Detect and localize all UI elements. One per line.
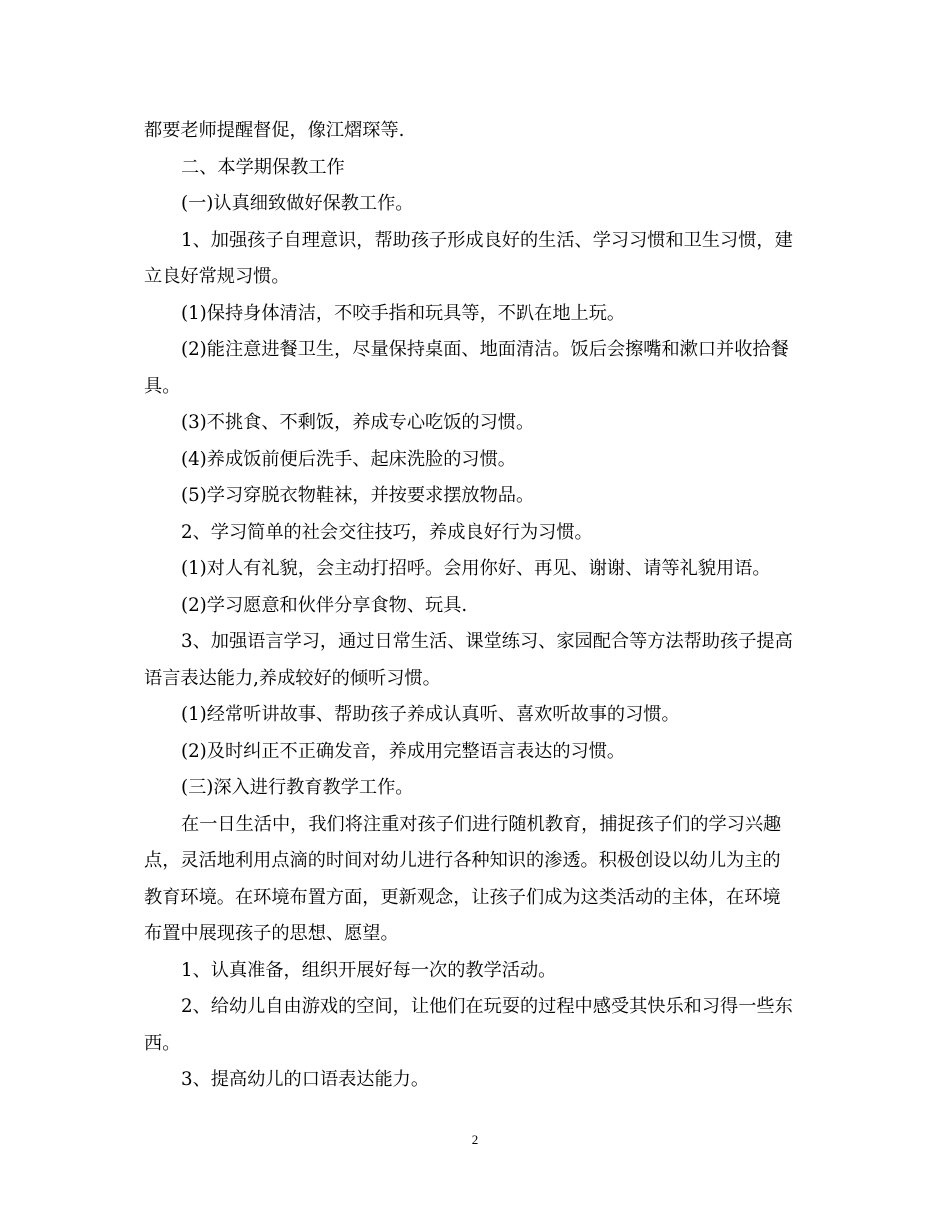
text-line: 教育环境。在环境布置方面，更新观念，让孩子们成为这类活动的主体，在环境 [144, 886, 781, 908]
text-line: (1)保持身体清洁，不咬手指和玩具等，不趴在地上玩。 [181, 302, 626, 324]
text-line: 立良好常规习惯。 [144, 266, 290, 287]
text-line: 1、加强孩子自理意识，帮助孩子形成良好的生活、学习习惯和卫生习惯，建 [181, 229, 793, 251]
text-line: (1)经常听讲故事、帮助孩子养成认真听、喜欢听故事的习惯。 [181, 704, 680, 725]
text-line: 2、给幼儿自由游戏的空间，让他们在玩耍的过程中感受其快乐和习得一些东 [181, 996, 793, 1017]
text-line: (5)学习穿脱衣物鞋袜，并按要求摆放物品。 [181, 485, 535, 506]
text-line: 都要老师提醒督促，像江熠琛等. [144, 120, 405, 141]
text-line: 二、本学期保教工作 [181, 156, 345, 178]
text-line: (4)养成饭前便后洗手、起床洗脸的习惯。 [181, 448, 516, 470]
text-line: 1、认真准备，组织开展好每一次的教学活动。 [181, 959, 557, 981]
text-line: 西。 [144, 1032, 181, 1054]
text-line: (2)能注意进餐卫生，尽量保持桌面、地面清洁。饭后会擦嘴和漱口并收拾餐 [181, 339, 789, 360]
text-line: 布置中展现孩子的思想、愿望。 [144, 923, 399, 944]
text-line: 2、学习简单的社会交往技巧，养成良好行为习惯。 [181, 521, 593, 543]
text-line: 在一日生活中，我们将注重对孩子们进行随机教育，捕捉孩子们的学习兴趣 [181, 813, 782, 835]
text-line: (2)学习愿意和伙伴分享食物、玩具. [181, 594, 468, 616]
text-line: (一)认真细致做好保教工作。 [181, 193, 414, 214]
text-line: 3、提高幼儿的口语表达能力。 [181, 1069, 430, 1090]
text-line: (三)深入进行教育教学工作。 [181, 777, 414, 798]
text-line: 3、加强语言学习，通过日常生活、课堂练习、家园配合等方法帮助孩子提高 [181, 631, 793, 652]
page-number: 2 [471, 1132, 479, 1147]
text-line: (1)对人有礼貌，会主动打招呼。会用你好、再见、谢谢、请等礼貌用语。 [181, 558, 771, 579]
text-line: 语言表达能力,养成较好的倾听习惯。 [144, 667, 441, 689]
text-line: 具。 [144, 375, 181, 397]
document-body [144, 113, 809, 1099]
text-line: 点，灵活地利用点滴的时间对幼儿进行各种知识的渗透。积极创设以幼儿为主的 [144, 850, 781, 871]
text-line: (3)不挑食、不剩饭，养成专心吃饭的习惯。 [181, 412, 535, 433]
text-line: (2)及时纠正不正确发音，养成用完整语言表达的习惯。 [181, 740, 626, 762]
